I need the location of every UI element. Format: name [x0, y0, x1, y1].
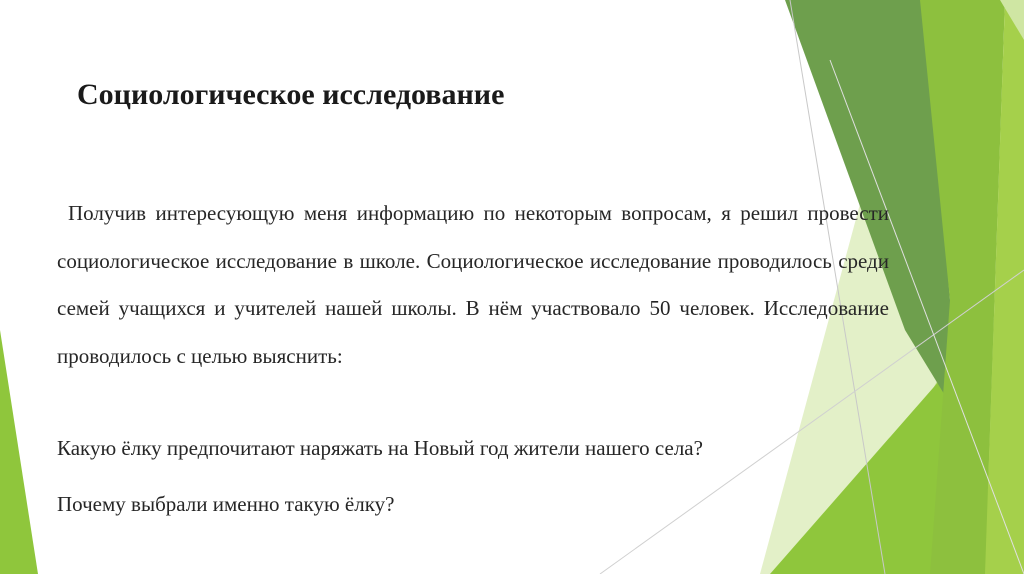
- question-1: Какую ёлку предпочитают наряжать на Новый год жители нашего села?: [57, 436, 703, 460]
- body-paragraph: [57, 190, 889, 380]
- left-green-sliver: [0, 330, 38, 574]
- question-2: Почему выбрали именно такую ёлку?: [57, 492, 395, 516]
- slide-title: Социологическое исследование: [77, 78, 505, 111]
- body-paragraph-text: Получив интересующую меня информацию по некоторым вопросам, я решил провести социологическое исследование в школе. Социологическое исследование проводилось среди семей учащихся и учителей нашей школы. В нём участвовало 50 человек. Исследование проводилось с целью выяснить:: [57, 201, 889, 368]
